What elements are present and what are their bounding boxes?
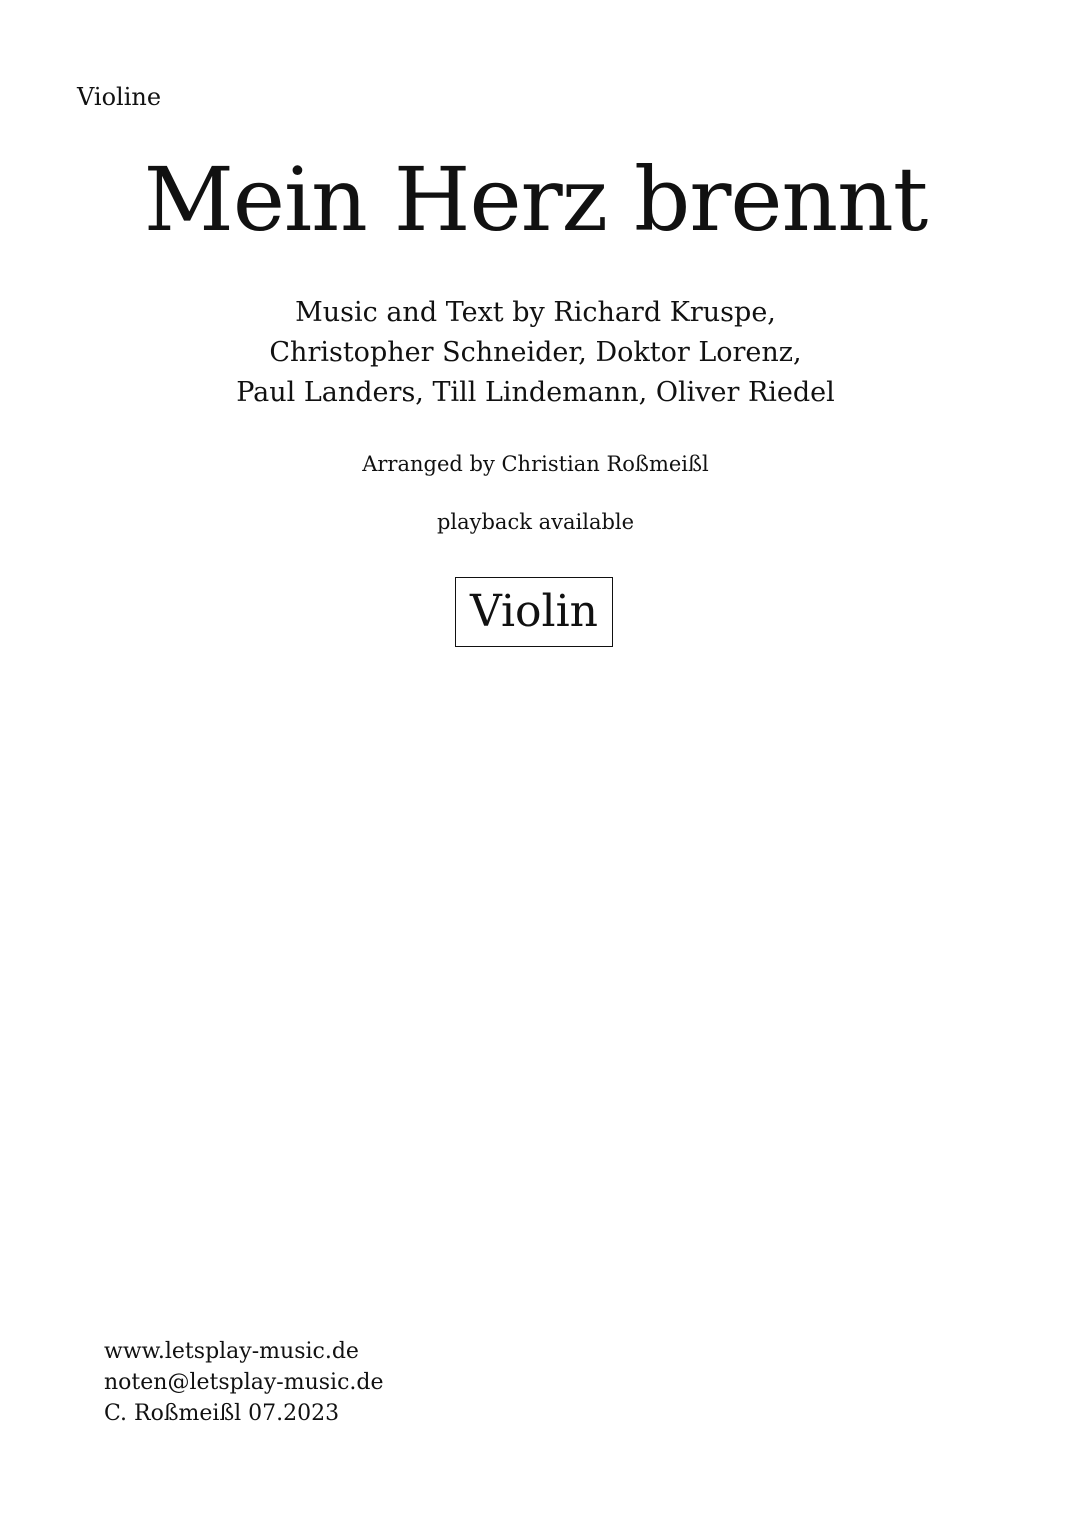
instrument-box-container [0, 577, 1071, 647]
footer [104, 1336, 384, 1429]
playback-note: playback available [436, 510, 635, 534]
instrument-label: Violine [77, 83, 162, 111]
footer-website: www.letsplay-music.de [104, 1339, 359, 1364]
footer-email: noten@letsplay-music.de [104, 1370, 384, 1395]
credits-line: Music and Text by Richard Kruspe, [295, 297, 776, 328]
arranger-credit: Arranged by Christian Roßmeißl [362, 452, 709, 476]
credits-line: Christopher Schneider, Doktor Lorenz, [269, 337, 802, 368]
composer-credits [0, 293, 1071, 413]
page-title: Mein Herz brennt [143, 148, 928, 251]
footer-copyright: C. Roßmeißl 07.2023 [104, 1401, 340, 1426]
credits-line: Paul Landers, Till Lindemann, Oliver Riedel [236, 377, 835, 408]
instrument-box: Violin [455, 577, 613, 647]
